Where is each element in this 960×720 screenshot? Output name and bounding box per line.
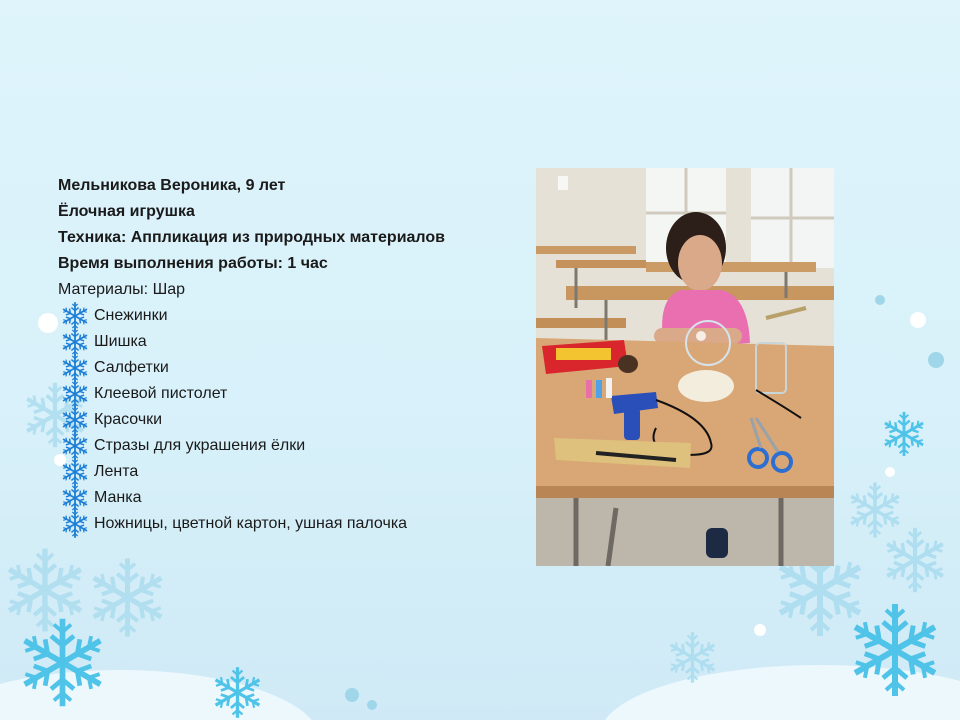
duration-line: Время выполнения работы: 1 час [58, 255, 328, 272]
technique-line: Техника: Аппликация из природных материалов [58, 229, 445, 246]
snowflake-icon [89, 558, 167, 636]
list-item [58, 485, 528, 511]
snowflake-icon [847, 482, 902, 537]
snowflake-icon [883, 528, 947, 592]
list-item-label: Клеевой пистолет [94, 385, 228, 402]
list-item-label: Шишка [94, 333, 147, 350]
list-item [58, 511, 528, 537]
list-item [58, 407, 528, 433]
materials-heading: Материалы: Шар [58, 281, 186, 298]
work-title: Ёлочная игрушка [58, 203, 195, 220]
list-item-label: Лента [94, 463, 139, 480]
snowflake-icon [882, 412, 926, 456]
snowflake-icon [4, 549, 87, 632]
list-item-label: Манка [94, 489, 142, 506]
list-item [58, 355, 528, 381]
author-line: Мельникова Вероника, 9 лет [58, 177, 286, 194]
list-item-label: Ножницы, цветной картон, ушная палочка [94, 515, 408, 532]
list-item [58, 433, 528, 459]
list-item [58, 459, 528, 485]
snowflake-bullet-icon [60, 509, 90, 539]
list-item-label: Красочки [94, 411, 163, 428]
photo [536, 168, 834, 566]
list-item [58, 329, 528, 355]
materials-list [58, 303, 528, 537]
list-item-label: Стразы для украшения ёлки [94, 437, 306, 454]
list-item-label: Салфетки [94, 359, 169, 376]
list-item [58, 381, 528, 407]
list-item-label: Снежинки [94, 307, 168, 324]
photo-illustration [536, 168, 834, 566]
list-item [58, 303, 528, 329]
description-text [58, 173, 528, 537]
